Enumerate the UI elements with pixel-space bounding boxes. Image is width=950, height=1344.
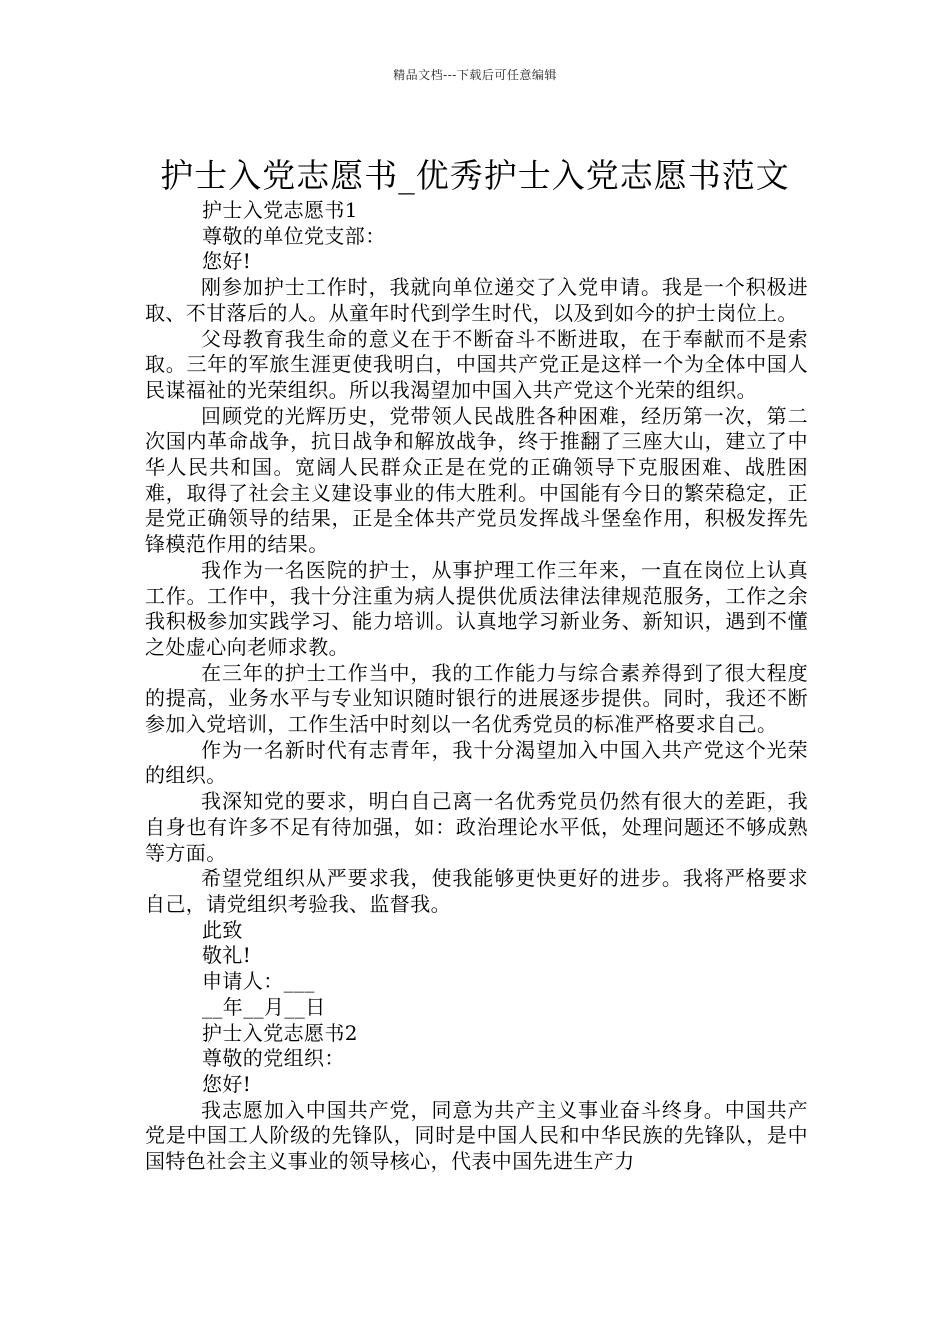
body-paragraph: 在三年的护士工作当中，我的工作能力与综合素养得到了很大程度的提高，业务水平与专业知识随时银行的进展逐步提供。同时，我还不断参加入党培训，工作生活中时刻以一名优秀党员的标准严格要求自己。 [145,660,808,737]
greeting: 您好! [202,249,252,274]
body-paragraph: 我作为一名医院的护士，从事护理工作三年来，一直在岗位上认真工作。工作中，我十分注重为病人提供优质法律法律规范服务，工作之余我积极参加实践学习、能力培训。认真地学习新业务、新知识，遇到不懂之处虚心向老师求教。 [145,557,808,659]
body-paragraph: 希望党组织从严要求我，使我能够更快更好的进步。我将严格要求自己，请党组织考验我、监督我。 [145,866,808,916]
document-body [145,198,808,1175]
salutation: 尊敬的单位党支部： [202,223,386,248]
body-paragraph: 我深知党的要求，明白自己离一名优秀党员仍然有很大的差距，我自身也有许多不足有待加强，如：政治理论水平低，处理问题还不够成熟等方面。 [145,789,808,865]
header-note: 精品文档---下载后可任意编辑 [393,68,557,82]
body-paragraph: 我志愿加入中国共产党，同意为共产主义事业奋斗终身。中国共产党是中国工人阶级的先锋队，同时是中国人民和中华民族的先锋队，是中国特色社会主义事业的领导核心，代表中国先进生产力 [145,1097,808,1174]
body-paragraph: 刚参加护士工作时，我就向单位递交了入党申请。我是一个积极进取、不甘落后的人。从童年时代到学生时代，以及到如今的护士岗位上。 [145,275,808,325]
body-paragraph: 作为一名新时代有志青年，我十分渴望加入中国入共产党这个光荣的组织。 [145,737,808,788]
salutation: 尊敬的党组织： [202,1046,345,1071]
closing-line: 此致 [202,917,243,942]
document-title: 护士入党志愿书_优秀护士入党志愿书范文 [160,156,790,196]
closing-salute: 敬礼! [202,943,252,968]
body-paragraph: 父母教育我生命的意义在于不断奋斗不断进取，在于奉献而不是索取。三年的军旅生涯更使我明白，中国共产党正是这样一个为全体中国人民谋福祉的光荣组织。所以我渴望加中国入共产党这个光荣的组织。 [145,326,808,402]
section-heading: 护士入党志愿书1 [202,198,358,222]
body-paragraph: 回顾党的光辉历史，党带领人民战胜各种困难，经历第一次，第二次国内革命战争，抗日战争和解放战争，终于推翻了三座大山，建立了中华人民共和国。宽阔人民群众正是在党的正确领导下克服困难、战胜困难，取得了社会主义建设事业的伟大胜利。中国能有今日的繁荣稳定，正是党正确领导的结果，正是全体共产党员发挥战斗堡垒作用，积极发挥先锋模范作用的结果。 [145,403,808,557]
section-heading: 护士入党志愿书2 [202,1020,358,1045]
applicant-line: 申请人：___ [202,969,315,994]
greeting: 您好! [202,1071,252,1096]
date-line: __年__月__日 [202,994,326,1019]
